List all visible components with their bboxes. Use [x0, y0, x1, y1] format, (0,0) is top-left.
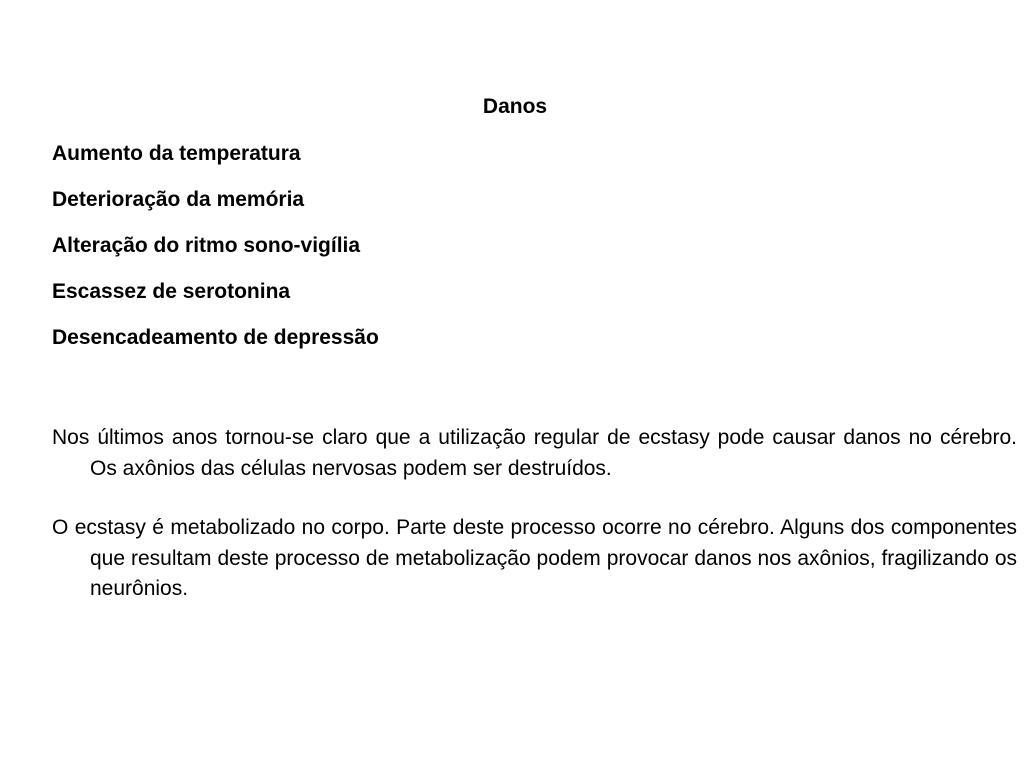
damage-item-serotonin: Escassez de serotonina [52, 280, 291, 303]
damage-list [52, 140, 379, 370]
paragraph-brain-damage: Nos últimos anos tornou-se claro que a utilização regular de ecstasy pode causar danos no cérebro. Os axônios das células nervosas podem ser destruídos. [52, 426, 1017, 480]
damage-item-sleep-rhythm: Alteração do ritmo sono-vigília [52, 234, 361, 257]
damage-item-depression: Desencadeamento de depressão [52, 326, 379, 349]
paragraph-metabolism: O ecstasy é metabolizado no corpo. Parte deste processo ocorre no cérebro. Alguns dos componentes que resultam deste processo de metabolização podem provocar danos nos axônios, fragilizando os neurônios. [52, 516, 1017, 600]
damage-item-memory: Deterioração da memória [52, 188, 305, 211]
damage-item-temperature: Aumento da temperatura [52, 142, 301, 165]
slide-title: Danos [482, 95, 548, 118]
